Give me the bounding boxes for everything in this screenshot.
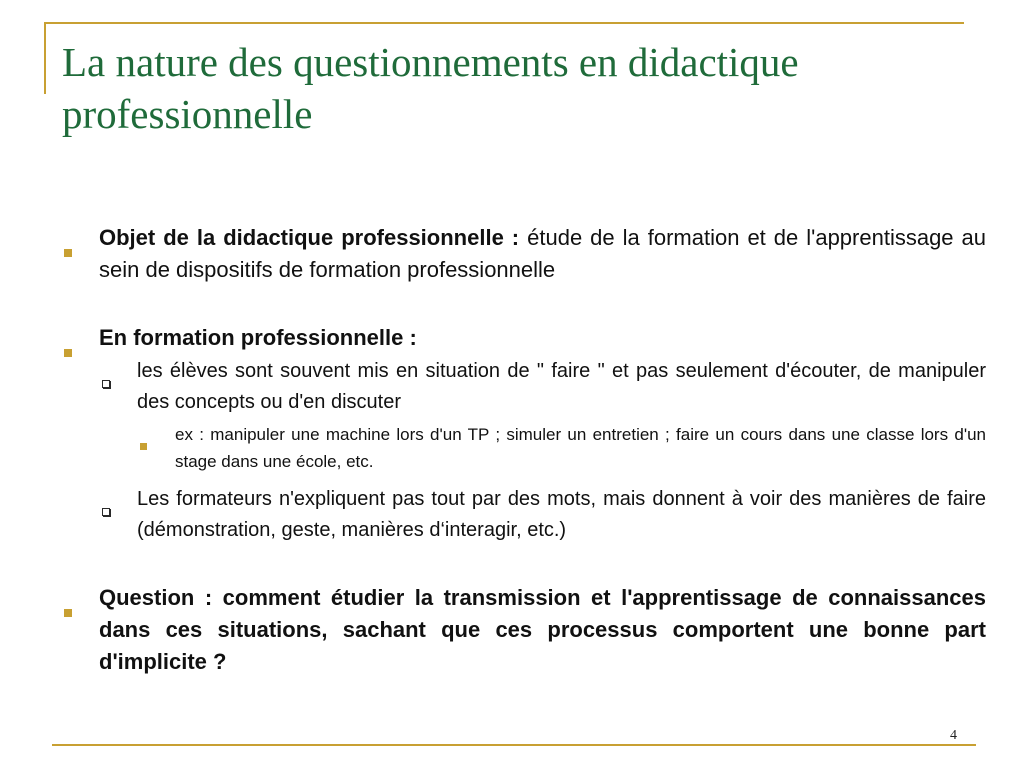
bullet-objet [60,222,986,286]
bottom-rule [52,744,976,746]
slide-content [60,222,986,678]
square-bullet-icon [64,234,72,266]
hollow-square-bullet-icon [102,495,110,526]
sub-bullet-eleves [60,356,986,418]
bullet-objet-heading: Objet de la didactique professionnelle : [99,225,520,250]
sub-bullet-formateurs-text: Les formateurs n'expliquent pas tout par des mots, mais donnent à voir des manières de faire (démonstration, geste, manières d‘interagir, etc.) [137,488,986,541]
sub-bullet-formateurs [60,484,986,546]
bullet-formation-heading: En formation professionnelle : [99,325,417,350]
bullet-question [60,582,986,678]
top-rule [44,22,964,24]
square-bullet-icon [140,431,147,458]
sub-bullet-eleves-text: les élèves sont souvent mis en situation de " faire " et pas seulement d'écouter, de manipuler des concepts ou d'en discuter [137,360,986,413]
hollow-square-bullet-icon [102,367,110,398]
bullet-question-text: Question : comment étudier la transmission et l'apprentissage de connaissances dans ces situations, sachant que ces processus comportent une bonne part d'implicite ? [99,585,986,674]
sub-sub-bullet-exemples [60,421,986,475]
bullet-objet-text: étude de la formation et de l'apprentissage au sein de dispositifs de formation professionnelle [99,225,986,282]
square-bullet-icon [64,594,72,626]
left-rule [44,22,46,94]
slide-title: La nature des questionnements en didactique professionnelle [62,39,799,137]
sub-sub-bullet-exemples-text: ex : manipuler une machine lors d'un TP ; simuler un entretien ; faire un cours dans une classe lors d'un stage dans une école, etc. [175,425,986,471]
page-number: 4 [950,728,957,743]
bullet-formation [60,322,986,354]
